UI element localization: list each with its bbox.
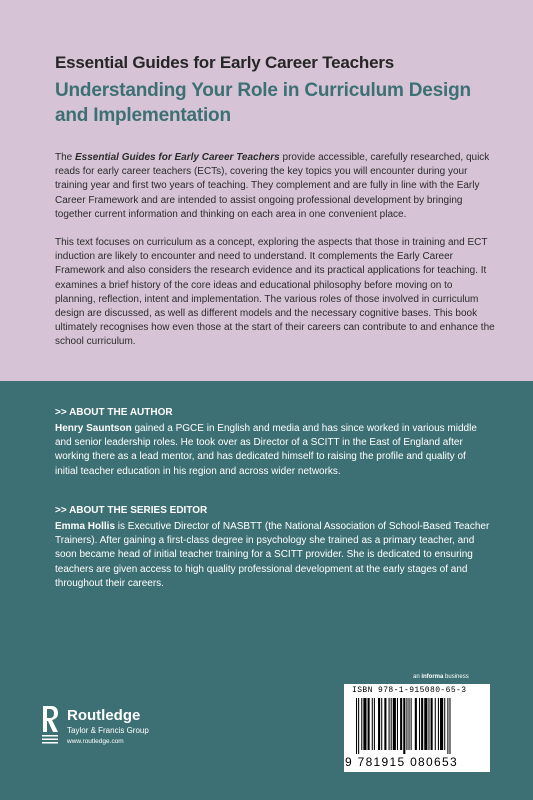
barcode-bar xyxy=(356,698,357,754)
informa-brand: informa xyxy=(421,674,444,680)
barcode-bar xyxy=(435,698,436,750)
top-panel xyxy=(0,0,533,381)
barcode-bar xyxy=(381,698,382,750)
informa-prefix: an xyxy=(413,674,422,680)
barcode-bar xyxy=(400,698,402,750)
publisher-group: Taylor & Francis Group xyxy=(67,726,149,735)
barcode-bar xyxy=(419,698,420,750)
publisher-url: www.routledge.com xyxy=(67,738,124,745)
about-author-heading: >> ABOUT THE AUTHOR xyxy=(55,407,173,418)
barcode-bar xyxy=(378,698,380,750)
description-paragraph-1 xyxy=(55,151,495,222)
book-title: Understanding Your Role in Curriculum Design and Implementation xyxy=(55,80,471,126)
informa-business-label xyxy=(413,674,469,680)
barcode-bar xyxy=(424,698,427,750)
barcode-bar xyxy=(363,698,366,750)
editor-bio-text: is Executive Director of NASBTT (the National Association of School-Based Teacher Trainers). After gaining a first-class degree in psychology she trained as a primary teacher, and soon became head of initial teacher training for a SCITT provider. She is dedicated to ensuring teachers are given access to high quality professional development at the early stages of and throughout their careers. xyxy=(55,521,490,589)
barcode-bar xyxy=(415,698,417,750)
barcode-bar xyxy=(409,698,410,750)
publisher-logo xyxy=(40,704,240,754)
barcode-bar xyxy=(374,698,375,750)
barcode-bar xyxy=(403,698,405,754)
p1-rest: provide accessible, carefully researched, quick reads for early career teachers (ECTs), covering the key topics you will encounter during your training year and first two years of teaching. They complement and are fully in line with the Early Career Framework and are intended to assist ongoing professional development by bringing together current information and thinking on each area in one convenient place. xyxy=(55,152,490,220)
barcode-bar xyxy=(431,698,433,750)
barcode-bar xyxy=(444,698,445,750)
barcode-bar xyxy=(440,698,443,750)
description-paragraph-2: This text focuses on curriculum as a concept, exploring the aspects that those in training and ECT induction are likely to encounter and need to understand. It complements the Early Career Framework and also considers the research evidence and its practical applications for teaching. It examines a brief history of the core ideas and educational philosophy before moving on to planning, reflection, intent and implementation. The various roles of those involved in curriculum design are discussed, as well as different models and the necessary cognitive bases. This book ultimately recognises how even those at the start of their careers can contribute to and enhance the school curriculum. xyxy=(55,237,495,348)
barcode-bar xyxy=(391,698,392,750)
isbn-label: ISBN 978-1-915080-65-3 xyxy=(352,686,467,695)
publisher-name: Routledge xyxy=(67,707,141,724)
barcode-bar xyxy=(372,698,373,750)
author-bio-text: gained a PGCE in English and media and has since worked in various middle and senior leadership roles. He took over as Director of a SCITT in the East of England after working there as a lead mentor, and has dedicated himself to raising the profile and quality of initial teacher education in his region and across wider networks. xyxy=(55,423,477,477)
barcode-bar xyxy=(428,698,429,750)
p1-series-name: Essential Guides for Early Career Teachers xyxy=(75,152,280,163)
barcode-bar xyxy=(358,698,359,754)
barcode-bar xyxy=(389,698,390,750)
barcode-icon xyxy=(356,698,480,754)
series-title: Essential Guides for Early Career Teachers xyxy=(55,53,395,72)
barcode-box xyxy=(344,684,490,772)
informa-suffix: business xyxy=(443,674,469,680)
barcode-bar xyxy=(406,698,407,750)
editor-name: Emma Hollis xyxy=(55,521,116,532)
routledge-r-icon xyxy=(40,704,60,746)
ean-digits: 9 781915 080653 xyxy=(345,755,458,769)
barcode-bar xyxy=(438,698,439,750)
barcode-bar xyxy=(411,698,412,750)
barcode-bar xyxy=(449,698,450,754)
barcode-bar xyxy=(384,698,386,750)
editor-bio xyxy=(55,520,490,591)
about-editor-heading: >> ABOUT THE SERIES EDITOR xyxy=(55,505,208,516)
p1-prefix: The xyxy=(55,152,76,163)
barcode-bar xyxy=(397,698,398,750)
author-bio xyxy=(55,422,490,479)
barcode-bar xyxy=(361,698,362,750)
barcode-bar xyxy=(393,698,396,750)
barcode-bar xyxy=(447,698,448,754)
barcode-bar xyxy=(368,698,370,750)
author-name: Henry Sauntson xyxy=(55,423,132,434)
barcode-bar xyxy=(421,698,423,750)
